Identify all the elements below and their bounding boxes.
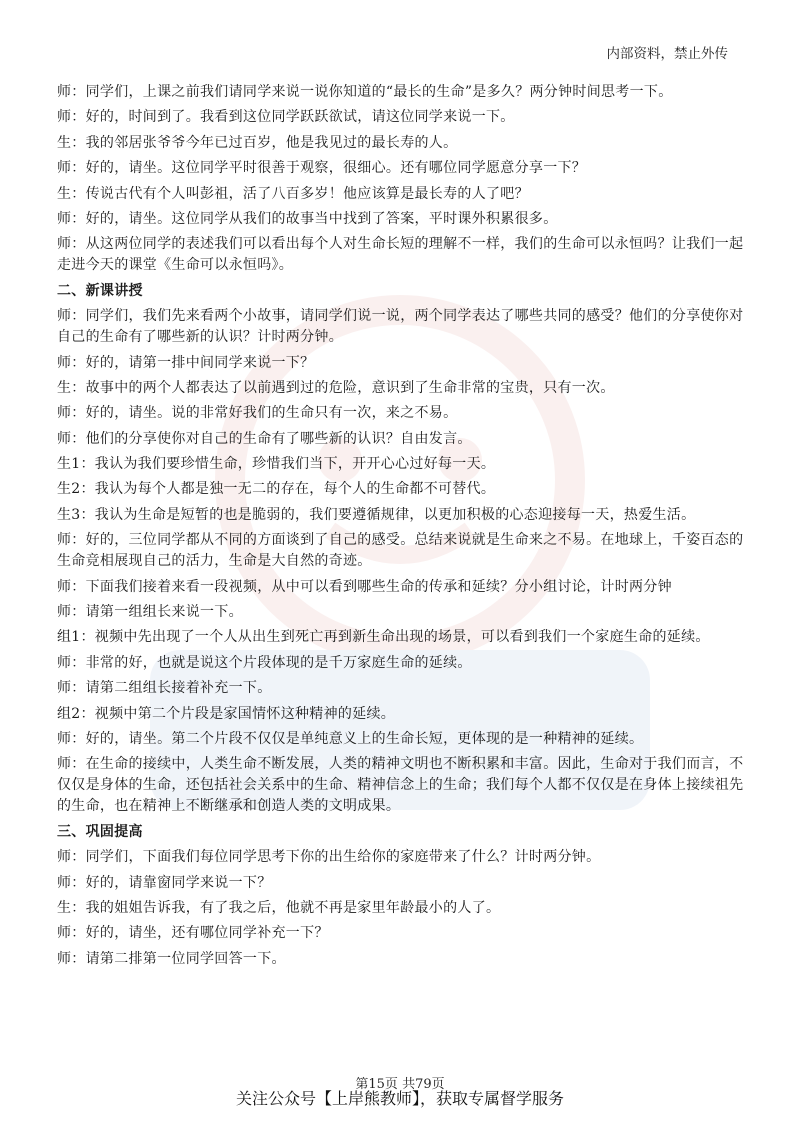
transcript-line: 师：好的，请坐。第二个片段不仅仅是单纯意义上的生命长短，更体现的是一种精神的延续。 xyxy=(57,730,644,747)
lesson-transcript xyxy=(57,82,747,974)
transcript-line: 生：我的邻居张爷爷今年已过百岁，他是我见过的最长寿的人。 xyxy=(57,134,458,151)
transcript-line: 师：好的，请坐。说的非常好我们的生命只有一次，来之不易。 xyxy=(57,405,458,422)
transcript-line: 师：同学们，我们先来看两个小故事，请同学们说一说，两个同学表达了哪些共同的感受？他们的分享使你对自己的生命有了哪些新的认识？计时两分钟。 xyxy=(57,308,744,346)
transcript-line: 生1：我认为我们要珍惜生命，珍惜我们当下，开开心心过好每一天。 xyxy=(57,456,496,473)
section-heading: 三、巩固提高 xyxy=(57,823,143,840)
transcript-line: 师：从这两位同学的表述我们可以看出每个人对生命长短的理解不一样，我们的生命可以永恒吗？让我们一起走进今天的课堂《生命可以永恒吗》。 xyxy=(57,236,744,274)
transcript-line: 师：请第二组组长接着补充一下。 xyxy=(57,680,272,697)
transcript-line: 师：下面我们接着来看一段视频，从中可以看到哪些生命的传承和延续？分小组讨论，计时两分钟 xyxy=(57,578,672,595)
transcript-line: 师：好的，三位同学都从不同的方面谈到了自己的感受。总结来说就是生命来之不易。在地球上，千姿百态的生命竞相展现自己的活力，生命是大自然的奇迹。 xyxy=(57,532,744,570)
transcript-line: 师：他们的分享使你对自己的生命有了哪些新的认识？自由发言。 xyxy=(57,430,472,447)
transcript-line: 组2：视频中第二个片段是家国情怀这种精神的延续。 xyxy=(57,705,396,722)
transcript-line: 师：同学们，下面我们每位同学思考下你的出生给你的家庭带来了什么？计时两分钟。 xyxy=(57,849,601,866)
footer-promo: 关注公众号【上岸熊教师】，获取专属督学服务 xyxy=(235,1089,564,1108)
transcript-line: 师：同学们，上课之前我们请同学来说一说你知道的“最长的生命”是多久？两分钟时间思考一下。 xyxy=(57,84,673,100)
transcript-line: 师：好的，请第一排中间同学来说一下？ xyxy=(57,354,315,371)
transcript-line: 生3：我认为生命是短暂的也是脆弱的，我们要遵循规律，以更加积极的心态迎接每一天，热爱生活。 xyxy=(57,506,696,523)
transcript-line: 生：故事中的两个人都表达了以前遇到过的危险，意识到了生命非常的宝贵，只有一次。 xyxy=(57,379,615,396)
page-number: 第15页 共79页 xyxy=(355,1077,445,1092)
transcript-line: 组1：视频中先出现了一个人从出生到死亡再到新生命出现的场景，可以看到我们一个家庭生命的延续。 xyxy=(57,629,710,646)
transcript-line: 师：请第二排第一位同学回答一下。 xyxy=(57,950,286,967)
transcript-line: 生：我的姐姐告诉我，有了我之后，他就不再是家里年龄最小的人了。 xyxy=(57,899,501,916)
transcript-line: 生：传说古代有个人叫彭祖，活了八百多岁！他应该算是最长寿的人了吧？ xyxy=(57,185,529,202)
transcript-line: 师：好的，请坐。这位同学平时很善于观察，很细心。还有哪位同学愿意分享一下？ xyxy=(57,160,587,177)
confidential-header: 内部资料，禁止外传 xyxy=(606,46,728,62)
transcript-line: 师：好的，请靠窗同学来说一下？ xyxy=(57,874,272,891)
transcript-line: 师：非常的好，也就是说这个片段体现的是千万家庭生命的延续。 xyxy=(57,654,472,671)
transcript-line: 师：好的，请坐，还有哪位同学补充一下？ xyxy=(57,925,329,942)
transcript-line: 师：在生命的接续中，人类生命不断发展，人类的精神文明也不断积累和丰富。因此，生命对于我们而言，不仅仅是身体的生命，还包括社会关系中的生命、精神信念上的生命；我们每个人都不仅仅是在身体上接续祖先的生命，也在精神上不断继承和创造人类的文明成果。 xyxy=(57,756,744,815)
transcript-line: 师：好的，时间到了。我看到这位同学跃跃欲试，请这位同学来说一下。 xyxy=(57,109,515,126)
transcript-line: 师：好的，请坐。这位同学从我们的故事当中找到了答案，平时课外积累很多。 xyxy=(57,210,558,227)
section-heading: 二、新课讲授 xyxy=(57,282,143,299)
transcript-line: 师：请第一组组长来说一下。 xyxy=(57,604,243,621)
transcript-line: 生2：我认为每个人都是独一无二的存在，每个人的生命都不可替代。 xyxy=(57,481,496,498)
